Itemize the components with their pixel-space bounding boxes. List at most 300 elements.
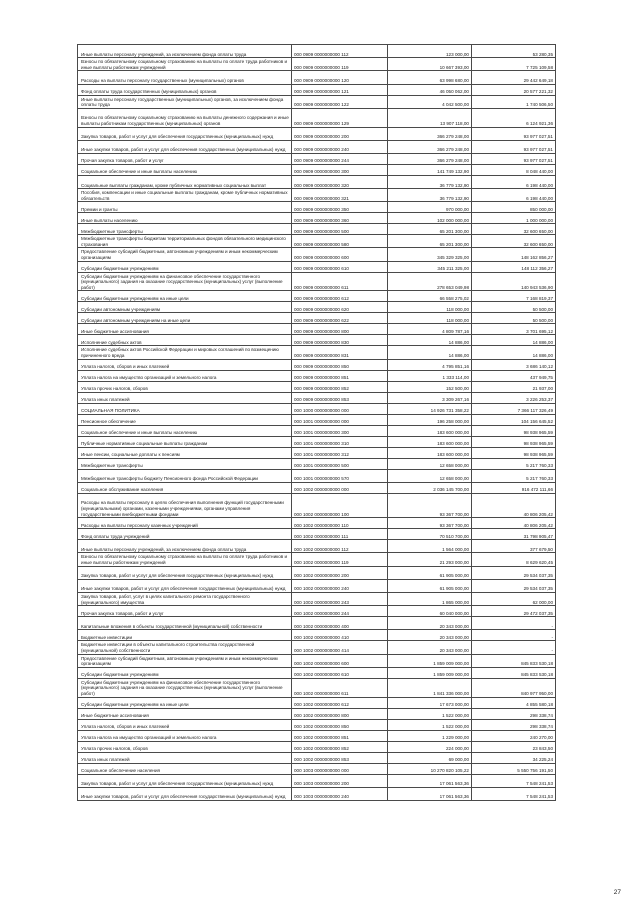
row-name-cell: Прочая закупка товаров, работ и услуг <box>78 153 292 164</box>
row-name-cell: Уплата иных платежей <box>78 752 292 763</box>
row-name-cell: Уплата налогов, сборов и иных платежей <box>78 719 292 730</box>
row-code-cell: 000 1001 0000000000 000 <box>292 414 388 425</box>
row-amount-2-cell: 62 000,00 <box>472 592 556 605</box>
row-amount-1-cell: 12 658 000,00 <box>388 458 472 469</box>
row-code-cell: 000 0909 0000000000 622 <box>292 313 388 324</box>
row-amount-1-cell: 278 653 049,98 <box>388 272 472 291</box>
row-name-cell: Субсидии бюджетным учреждениям <box>78 667 292 678</box>
row-name-cell: Уплата прочих налогов, сборов <box>78 741 292 752</box>
row-code-cell: 000 0909 0000000000 244 <box>292 153 388 164</box>
row-code-cell: 000 1001 0000000000 300 <box>292 425 388 436</box>
row-code-cell: 000 1002 0000000000 853 <box>292 752 388 763</box>
table-row <box>78 553 556 566</box>
row-amount-2-cell: 29 534 037,35 <box>472 579 556 592</box>
row-code-cell: 000 0909 0000000000 850 <box>292 359 388 370</box>
row-name-cell: Закупка товаров, работ и услуг для обеспечения государственных (муниципальных) нужд <box>78 566 292 579</box>
row-name-cell: Пенсионное обеспечение <box>78 414 292 425</box>
row-name-cell: Межбюджетные трансферты бюджетам территориальных фондов обязательного медицинского страхования <box>78 235 292 248</box>
row-code-cell: 000 1002 0000000000 200 <box>292 566 388 579</box>
row-amount-1-cell: 66 558 275,02 <box>388 291 472 302</box>
row-code-cell: 000 0909 0000000000 831 <box>292 346 388 359</box>
row-amount-2-cell: 31 798 905,47 <box>472 529 556 540</box>
row-amount-1-cell: 61 905 000,00 <box>388 566 472 579</box>
row-name-cell: Премии и гранты <box>78 202 292 213</box>
row-amount-1-cell: 345 211 325,00 <box>388 261 472 272</box>
row-name-cell: Уплата налогов, сборов и иных платежей <box>78 359 292 370</box>
row-name-cell: Публичные нормативные социальные выплаты гражданам <box>78 436 292 447</box>
row-name-cell: Иные закупки товаров, работ и услуг для обеспечения государственных (муниципальных) нужд <box>78 140 292 153</box>
row-amount-2-cell: 3 701 695,12 <box>472 324 556 335</box>
row-amount-1-cell: 61 905 000,00 <box>388 579 472 592</box>
row-amount-1-cell: 366 279 248,00 <box>388 127 472 140</box>
table-row <box>78 579 556 592</box>
row-code-cell: 000 0909 0000000000 321 <box>292 189 388 202</box>
row-amount-1-cell: 65 201 300,00 <box>388 224 472 235</box>
row-amount-1-cell: 123 000,00 <box>388 45 472 58</box>
row-amount-1-cell: 20 343 000,00 <box>388 641 472 654</box>
row-amount-2-cell: 104 156 645,52 <box>472 414 556 425</box>
table-row <box>78 592 556 605</box>
row-name-cell: Субсидии автономным учреждениям на иные цели <box>78 313 292 324</box>
table-row <box>78 370 556 381</box>
row-code-cell: 000 0909 0000000000 360 <box>292 213 388 224</box>
row-amount-2-cell: 5 217 760,33 <box>472 469 556 482</box>
row-amount-1-cell: 69 000,00 <box>388 752 472 763</box>
row-code-cell: 000 0909 0000000000 119 <box>292 58 388 71</box>
row-amount-2-cell: 98 938 965,59 <box>472 447 556 458</box>
row-amount-1-cell: 10 667 393,00 <box>388 58 472 71</box>
row-name-cell: Межбюджетные трансферты <box>78 224 292 235</box>
row-amount-2-cell: - <box>472 617 556 630</box>
row-amount-2-cell: 6 198 440,00 <box>472 175 556 188</box>
row-amount-1-cell: 21 293 000,00 <box>388 553 472 566</box>
row-code-cell: 000 1000 0000000000 000 <box>292 403 388 414</box>
row-name-cell: Межбюджетные трансферты <box>78 458 292 469</box>
row-amount-2-cell: 40 806 205,42 <box>472 493 556 517</box>
row-code-cell: 000 0909 0000000000 610 <box>292 261 388 272</box>
row-amount-1-cell: 4 795 851,16 <box>388 359 472 370</box>
row-amount-1-cell: 17 061 563,36 <box>388 787 472 800</box>
row-amount-1-cell: 2 036 145 700,00 <box>388 482 472 493</box>
row-code-cell: 000 1002 0000000000 852 <box>292 741 388 752</box>
row-name-cell: Уплата налога на имущество организаций и земельного налога <box>78 730 292 741</box>
row-amount-1-cell: 93 367 700,00 <box>388 518 472 529</box>
row-amount-2-cell: 98 938 965,59 <box>472 425 556 436</box>
table-row <box>78 667 556 678</box>
table-row <box>78 469 556 482</box>
row-name-cell: Исполнение судебных актов Российской Федерации и мировых соглашений по возмещению причиненного вреда <box>78 346 292 359</box>
table-row <box>78 140 556 153</box>
row-name-cell: Фонд оплаты труда государственных (муниципальных) органов <box>78 84 292 95</box>
row-amount-2-cell: 916 472 111,66 <box>472 482 556 493</box>
row-amount-2-cell: 32 600 650,00 <box>472 224 556 235</box>
row-amount-1-cell: 183 600 000,00 <box>388 425 472 436</box>
row-amount-1-cell: 183 600 000,00 <box>388 447 472 458</box>
row-name-cell: Иные выплаты персоналу учреждений, за исключением фонда оплаты труда <box>78 45 292 58</box>
row-name-cell: Иные бюджетные ассигнования <box>78 324 292 335</box>
row-amount-1-cell: 46 050 062,00 <box>388 84 472 95</box>
row-name-cell: Уплата иных платежей <box>78 392 292 403</box>
row-amount-1-cell: 1 333 114,00 <box>388 370 472 381</box>
row-amount-1-cell: 345 329 325,00 <box>388 248 472 261</box>
row-amount-1-cell: 17 061 563,36 <box>388 774 472 787</box>
row-amount-2-cell: 845 833 530,18 <box>472 667 556 678</box>
row-amount-1-cell: 1 522 000,00 <box>388 719 472 730</box>
row-amount-1-cell: 183 600 000,00 <box>388 436 472 447</box>
row-amount-2-cell: 98 938 965,59 <box>472 436 556 447</box>
row-amount-1-cell: 12 658 000,00 <box>388 469 472 482</box>
row-amount-2-cell: 240 270,00 <box>472 730 556 741</box>
row-amount-1-cell: 20 343 000,00 <box>388 630 472 641</box>
row-name-cell: Иные выплаты населению <box>78 213 292 224</box>
row-name-cell: Исполнение судебных актов <box>78 335 292 346</box>
table-row <box>78 302 556 313</box>
row-name-cell: Расходы на выплаты персоналу в целях обеспечения выполнения функций государственными (муниципальными) органами, казенными учреждениями, органами управления государственными внебюджетными фондами <box>78 493 292 517</box>
row-amount-1-cell: 14 886,00 <box>388 346 472 359</box>
table-row <box>78 235 556 248</box>
table-row <box>78 741 556 752</box>
row-code-cell: 000 0909 0000000000 853 <box>292 392 388 403</box>
table-row <box>78 493 556 517</box>
table-row <box>78 774 556 787</box>
row-amount-1-cell: 4 042 500,00 <box>388 95 472 108</box>
row-code-cell: 000 0909 0000000000 120 <box>292 71 388 84</box>
row-name-cell: Иные закупки товаров, работ и услуг для обеспечения государственных (муниципальных) нужд <box>78 787 292 800</box>
row-code-cell: 000 1002 0000000000 612 <box>292 697 388 708</box>
row-code-cell: 000 1002 0000000000 611 <box>292 678 388 697</box>
budget-table <box>77 44 556 801</box>
row-name-cell: Иные закупки товаров, работ и услуг для обеспечения государственных (муниципальных) нужд <box>78 579 292 592</box>
row-name-cell: Взносы по обязательному социальному страхованию на выплаты денежного содержания и иные выплаты работникам государственных (муниципальных) органов <box>78 108 292 127</box>
table-row <box>78 381 556 392</box>
row-amount-2-cell: 53 280,35 <box>472 45 556 58</box>
row-name-cell: Закупка товаров, работ и услуг для обеспечения государственных (муниципальных) нужд <box>78 127 292 140</box>
row-amount-2-cell: 21 937,00 <box>472 381 556 392</box>
table-row <box>78 458 556 469</box>
table-row <box>78 540 556 553</box>
row-amount-2-cell: 4 855 580,18 <box>472 697 556 708</box>
row-name-cell: Субсидии бюджетным учреждениям на иные цели <box>78 291 292 302</box>
table-row <box>78 261 556 272</box>
row-amount-1-cell: 60 040 000,00 <box>388 606 472 617</box>
row-code-cell: 000 0909 0000000000 112 <box>292 45 388 58</box>
row-code-cell: 000 1002 0000000000 610 <box>292 667 388 678</box>
row-code-cell: 000 1002 0000000000 243 <box>292 592 388 605</box>
table-row <box>78 189 556 202</box>
row-code-cell: 000 1002 0000000000 240 <box>292 579 388 592</box>
table-row <box>78 529 556 540</box>
row-amount-2-cell: 20 577 221,32 <box>472 84 556 95</box>
table-row <box>78 71 556 84</box>
table-row <box>78 224 556 235</box>
table-row <box>78 392 556 403</box>
row-amount-1-cell: 13 907 118,00 <box>388 108 472 127</box>
row-code-cell: 000 0909 0000000000 851 <box>292 370 388 381</box>
table-row <box>78 45 556 58</box>
row-amount-2-cell: 93 977 027,51 <box>472 127 556 140</box>
row-amount-1-cell: 63 998 680,00 <box>388 71 472 84</box>
row-amount-1-cell: 118 000,00 <box>388 302 472 313</box>
row-amount-2-cell: 40 806 205,42 <box>472 518 556 529</box>
row-code-cell: 000 1002 0000000000 112 <box>292 540 388 553</box>
row-code-cell: 000 1002 0000000000 410 <box>292 630 388 641</box>
row-code-cell: 000 0909 0000000000 122 <box>292 95 388 108</box>
row-amount-1-cell: 141 749 132,90 <box>388 164 472 175</box>
row-amount-2-cell: 3 686 140,12 <box>472 359 556 370</box>
row-amount-1-cell: 3 309 267,16 <box>388 392 472 403</box>
row-amount-1-cell: 17 673 000,00 <box>388 697 472 708</box>
row-name-cell: Расходы на выплаты персоналу государственных (муниципальных) органов <box>78 71 292 84</box>
row-amount-2-cell: 34 225,24 <box>472 752 556 763</box>
row-amount-2-cell: 298 338,74 <box>472 708 556 719</box>
row-code-cell: 000 1003 0000000000 240 <box>292 787 388 800</box>
row-amount-2-cell: 3 226 253,37 <box>472 392 556 403</box>
row-code-cell: 000 1002 0000000000 600 <box>292 654 388 667</box>
table-row <box>78 482 556 493</box>
row-name-cell: Социальное обслуживание населения <box>78 482 292 493</box>
row-code-cell: 000 0909 0000000000 200 <box>292 127 388 140</box>
row-amount-1-cell: 1 522 000,00 <box>388 708 472 719</box>
row-amount-2-cell: 845 833 530,18 <box>472 654 556 667</box>
row-name-cell: Предоставление субсидий бюджетным, автономным учреждениям и иным некоммерческим организациям <box>78 248 292 261</box>
row-code-cell: 000 0909 0000000000 611 <box>292 272 388 291</box>
row-code-cell: 000 0909 0000000000 600 <box>292 248 388 261</box>
table-row <box>78 697 556 708</box>
row-amount-2-cell: 8 048 440,00 <box>472 164 556 175</box>
row-code-cell: 000 0909 0000000000 129 <box>292 108 388 127</box>
row-amount-2-cell: 140 943 536,90 <box>472 272 556 291</box>
row-amount-1-cell: 4 809 787,16 <box>388 324 472 335</box>
row-amount-1-cell: 970 000,00 <box>388 202 472 213</box>
row-code-cell: 000 1002 0000000000 111 <box>292 529 388 540</box>
row-code-cell: 000 0909 0000000000 121 <box>292 84 388 95</box>
row-amount-2-cell: 298 338,74 <box>472 719 556 730</box>
row-name-cell: Капитальные вложения в объекты государственной (муниципальной) собственности <box>78 617 292 630</box>
row-amount-1-cell: 14 886,00 <box>388 335 472 346</box>
row-name-cell: Закупка товаров, работ, услуг в целях капитального ремонта государственного (муниципального) имущества <box>78 592 292 605</box>
row-name-cell: Взносы по обязательному социальному страхованию на выплаты по оплате труда работников и иные выплаты работникам учреждений <box>78 58 292 71</box>
row-amount-2-cell: 7 548 241,53 <box>472 787 556 800</box>
row-code-cell: 000 1001 0000000000 310 <box>292 436 388 447</box>
row-name-cell: Расходы на выплаты персоналу казенных учреждений <box>78 518 292 529</box>
row-name-cell: Фонд оплаты труда учреждений <box>78 529 292 540</box>
row-name-cell: Межбюджетные трансферты бюджету Пенсионного фонда Российской Федерации <box>78 469 292 482</box>
table-row <box>78 566 556 579</box>
row-code-cell: 000 0909 0000000000 240 <box>292 140 388 153</box>
table-row <box>78 324 556 335</box>
row-amount-2-cell: 14 886,00 <box>472 346 556 359</box>
row-amount-2-cell: 7 366 117 326,49 <box>472 403 556 414</box>
row-amount-2-cell: 93 977 027,51 <box>472 140 556 153</box>
row-name-cell: Иные выплаты персоналу государственных (муниципальных) органов, за исключением фонда оплаты труда <box>78 95 292 108</box>
row-name-cell: Иные выплаты персоналу учреждений, за исключением фонда оплаты труда <box>78 540 292 553</box>
row-amount-1-cell: 118 000,00 <box>388 313 472 324</box>
table-row <box>78 359 556 370</box>
row-amount-1-cell: 1 229 000,00 <box>388 730 472 741</box>
row-amount-1-cell: 1 564 000,00 <box>388 540 472 553</box>
row-amount-1-cell: 366 279 248,00 <box>388 153 472 164</box>
row-amount-2-cell: 32 600 650,00 <box>472 235 556 248</box>
table-row <box>78 153 556 164</box>
row-amount-1-cell: 36 779 132,90 <box>388 189 472 202</box>
table-row <box>78 678 556 697</box>
row-amount-2-cell: 148 112 356,27 <box>472 261 556 272</box>
row-amount-1-cell: 1 841 336 000,00 <box>388 678 472 697</box>
row-code-cell: 000 1002 0000000000 800 <box>292 708 388 719</box>
table-row <box>78 414 556 425</box>
page-number: 27 <box>613 889 621 896</box>
row-name-cell: Социальное обеспечение и иные выплаты населению <box>78 425 292 436</box>
row-name-cell: Субсидии бюджетным учреждениям на иные цели <box>78 697 292 708</box>
row-code-cell: 000 1003 0000000000 200 <box>292 774 388 787</box>
row-name-cell: Субсидии бюджетным учреждениям <box>78 261 292 272</box>
row-amount-1-cell: 36 779 132,90 <box>388 175 472 188</box>
row-amount-1-cell: 20 343 000,00 <box>388 617 472 630</box>
row-amount-2-cell: 29 472 037,35 <box>472 606 556 617</box>
row-amount-2-cell: - <box>472 630 556 641</box>
table-row <box>78 630 556 641</box>
table-row <box>78 518 556 529</box>
row-code-cell: 000 0909 0000000000 830 <box>292 335 388 346</box>
table-row <box>78 403 556 414</box>
table-row <box>78 787 556 800</box>
row-name-cell: Бюджетные инвестиции в объекты капитального строительства государственной (муниципальной) собственности <box>78 641 292 654</box>
table-row <box>78 95 556 108</box>
row-code-cell: 000 0909 0000000000 350 <box>292 202 388 213</box>
row-amount-1-cell: 10 270 820 105,22 <box>388 763 472 774</box>
row-amount-2-cell: 14 886,00 <box>472 335 556 346</box>
table-row <box>78 346 556 359</box>
row-amount-2-cell: 29 442 649,18 <box>472 71 556 84</box>
row-code-cell: 000 1001 0000000000 570 <box>292 469 388 482</box>
row-name-cell: Социальное обеспечение населения <box>78 763 292 774</box>
table-row <box>78 654 556 667</box>
row-code-cell: 000 0909 0000000000 300 <box>292 164 388 175</box>
row-amount-1-cell: 224 000,00 <box>388 741 472 752</box>
table-row <box>78 313 556 324</box>
table-row <box>78 447 556 458</box>
table-row <box>78 248 556 261</box>
row-name-cell: Предоставление субсидий бюджетным, автономным учреждениям и иным некоммерческим организациям <box>78 654 292 667</box>
row-amount-2-cell: 50 500,00 <box>472 313 556 324</box>
row-code-cell: 000 0909 0000000000 800 <box>292 324 388 335</box>
row-code-cell: 000 0909 0000000000 852 <box>292 381 388 392</box>
row-name-cell: Субсидии автономным учреждениям <box>78 302 292 313</box>
row-amount-2-cell: 6 124 921,36 <box>472 108 556 127</box>
table-row <box>78 175 556 188</box>
row-amount-2-cell: 148 162 856,27 <box>472 248 556 261</box>
table-row <box>78 763 556 774</box>
row-name-cell: Социальное обеспечение и иные выплаты населению <box>78 164 292 175</box>
row-code-cell: 000 1002 0000000000 110 <box>292 518 388 529</box>
table-row <box>78 752 556 763</box>
row-name-cell: Пособия, компенсации и иные социальные выплаты гражданам, кроме публичных нормативных обязательств <box>78 189 292 202</box>
row-code-cell: 000 0909 0000000000 620 <box>292 302 388 313</box>
row-code-cell: 000 0909 0000000000 500 <box>292 224 388 235</box>
table-row <box>78 425 556 436</box>
row-amount-2-cell: 7 548 241,53 <box>472 774 556 787</box>
row-amount-1-cell: 152 500,00 <box>388 381 472 392</box>
row-amount-2-cell: 850 000,00 <box>472 202 556 213</box>
row-name-cell: Уплата налога на имущество организаций и земельного налога <box>78 370 292 381</box>
row-amount-2-cell: 6 198 440,00 <box>472 189 556 202</box>
table-row <box>78 202 556 213</box>
row-code-cell: 000 1002 0000000000 000 <box>292 482 388 493</box>
table-row <box>78 641 556 654</box>
table-row <box>78 730 556 741</box>
row-amount-2-cell: - <box>472 641 556 654</box>
row-amount-1-cell: 102 000 000,00 <box>388 213 472 224</box>
row-amount-2-cell: 377 679,50 <box>472 540 556 553</box>
row-name-cell: Уплата прочих налогов, сборов <box>78 381 292 392</box>
table-row <box>78 213 556 224</box>
row-amount-1-cell: 14 926 731 358,22 <box>388 403 472 414</box>
table-row <box>78 617 556 630</box>
row-amount-1-cell: 1 865 000,00 <box>388 592 472 605</box>
table-row <box>78 708 556 719</box>
row-name-cell: Социальные выплаты гражданам, кроме публичных нормативных социальных выплат <box>78 175 292 188</box>
row-name-cell: Субсидии бюджетным учреждениям на финансовое обеспечение государственного (муниципального) задания на оказание государственных (муниципальных) услуг (выполнение работ) <box>78 678 292 697</box>
row-amount-1-cell: 196 258 000,00 <box>388 414 472 425</box>
row-amount-1-cell: 366 279 248,00 <box>388 140 472 153</box>
row-code-cell: 000 1002 0000000000 119 <box>292 553 388 566</box>
table-row <box>78 291 556 302</box>
table-row <box>78 108 556 127</box>
row-amount-2-cell: 840 977 950,00 <box>472 678 556 697</box>
row-amount-2-cell: 437 949,75 <box>472 370 556 381</box>
row-name-cell: Иные бюджетные ассигнования <box>78 708 292 719</box>
row-amount-2-cell: 5 217 760,33 <box>472 458 556 469</box>
row-code-cell: 000 1002 0000000000 400 <box>292 617 388 630</box>
row-amount-2-cell: 1 740 506,50 <box>472 95 556 108</box>
row-name-cell: Закупка товаров, работ и услуг для обеспечения государственных (муниципальных) нужд <box>78 774 292 787</box>
row-amount-1-cell: 93 367 700,00 <box>388 493 472 517</box>
row-name-cell: Прочая закупка товаров, работ и услуг <box>78 606 292 617</box>
row-amount-2-cell: 50 500,00 <box>472 302 556 313</box>
row-amount-2-cell: 23 843,50 <box>472 741 556 752</box>
row-amount-2-cell: 29 534 037,35 <box>472 566 556 579</box>
row-code-cell: 000 1002 0000000000 851 <box>292 730 388 741</box>
table-row <box>78 335 556 346</box>
row-amount-2-cell: 8 629 620,45 <box>472 553 556 566</box>
row-name-cell: СОЦИАЛЬНАЯ ПОЛИТИКА <box>78 403 292 414</box>
row-code-cell: 000 0909 0000000000 612 <box>292 291 388 302</box>
row-code-cell: 000 1002 0000000000 850 <box>292 719 388 730</box>
row-amount-2-cell: 7 725 109,58 <box>472 58 556 71</box>
table-row <box>78 436 556 447</box>
row-code-cell: 000 1002 0000000000 414 <box>292 641 388 654</box>
row-code-cell: 000 1002 0000000000 100 <box>292 493 388 517</box>
row-code-cell: 000 1002 0000000000 244 <box>292 606 388 617</box>
row-name-cell: Бюджетные инвестиции <box>78 630 292 641</box>
row-amount-1-cell: 65 201 300,00 <box>388 235 472 248</box>
table-row <box>78 719 556 730</box>
table-row <box>78 272 556 291</box>
table-row <box>78 606 556 617</box>
table-row <box>78 58 556 71</box>
row-code-cell: 000 1001 0000000000 500 <box>292 458 388 469</box>
table-row <box>78 127 556 140</box>
table-row <box>78 84 556 95</box>
row-code-cell: 000 0909 0000000000 580 <box>292 235 388 248</box>
row-amount-1-cell: 1 859 009 000,00 <box>388 654 472 667</box>
row-amount-1-cell: 70 510 700,00 <box>388 529 472 540</box>
row-amount-2-cell: 5 550 756 191,50 <box>472 763 556 774</box>
row-amount-1-cell: 1 859 009 000,00 <box>388 667 472 678</box>
table-row <box>78 164 556 175</box>
row-code-cell: 000 1001 0000000000 312 <box>292 447 388 458</box>
row-name-cell: Иные пенсии, социальные доплаты к пенсиям <box>78 447 292 458</box>
